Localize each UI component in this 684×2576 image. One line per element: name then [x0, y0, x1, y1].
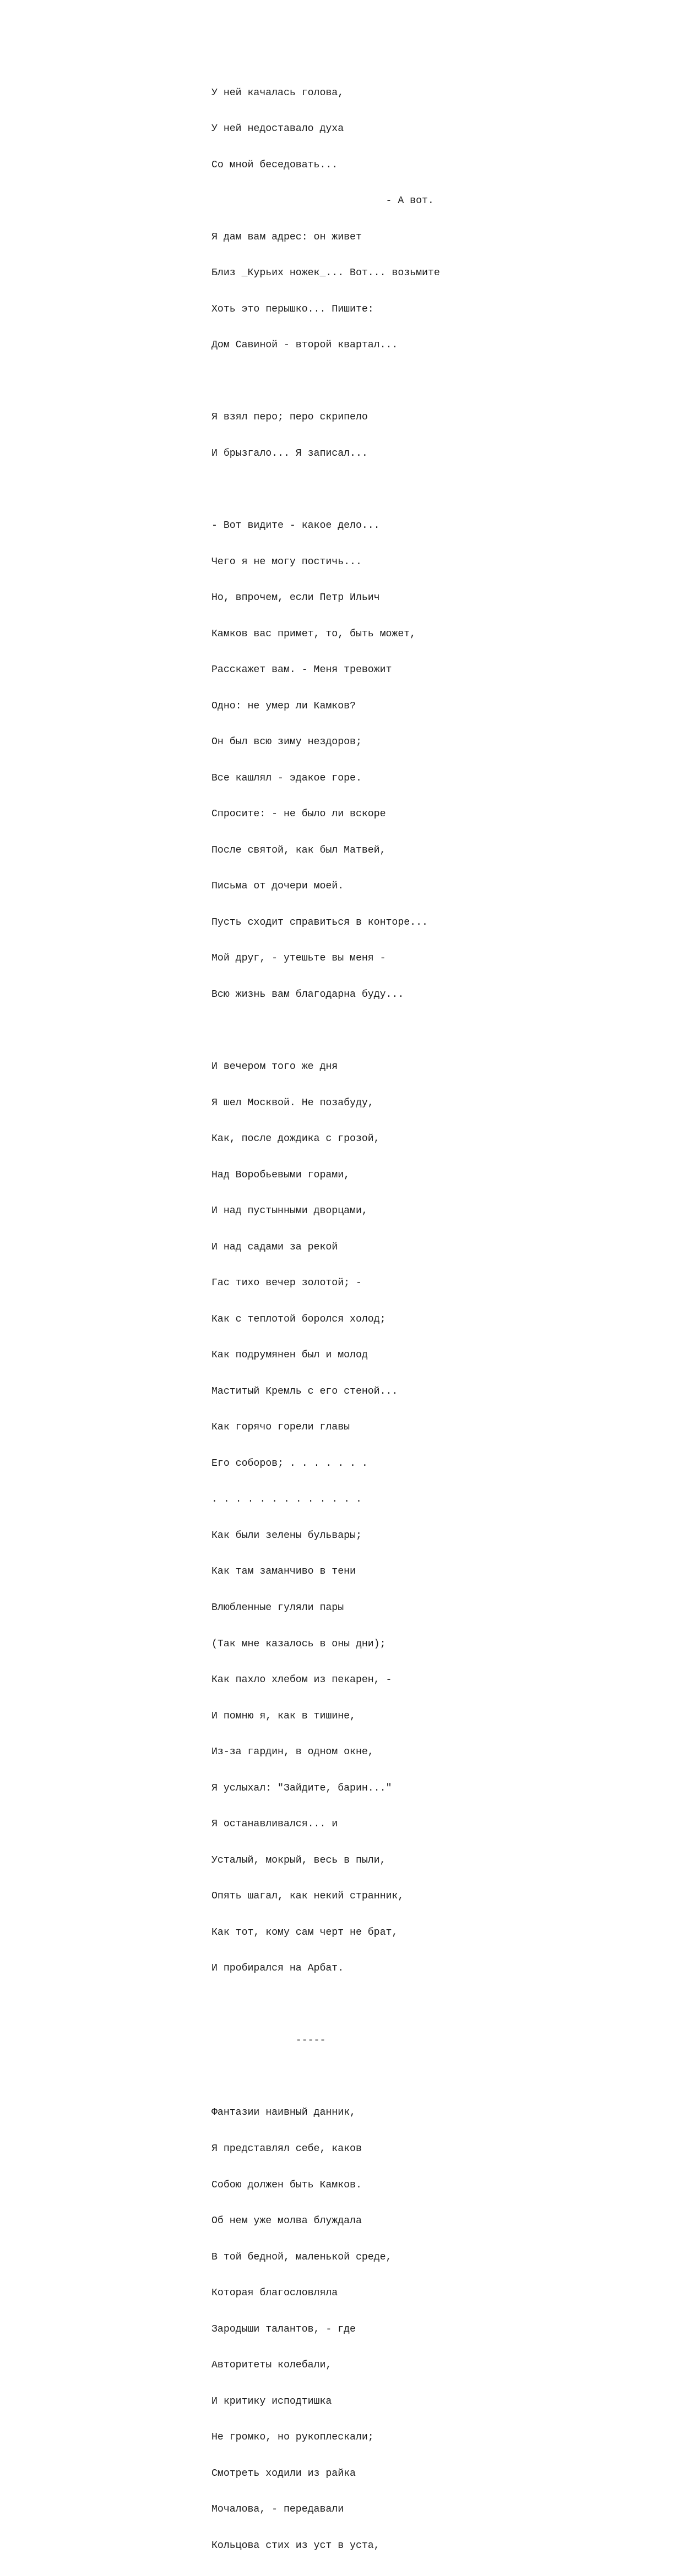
- text-line: Камков вас примет, то, быть может,: [211, 628, 416, 640]
- text-line: Маститый Кремль с его стеной...: [211, 1385, 398, 1397]
- text-line: Близ _Курьих ножек_... Вот... возьмите: [211, 268, 440, 279]
- poem-text: [211, 63, 663, 2576]
- section-divider: -----: [211, 2035, 326, 2046]
- text-line: И критику исподтишка: [211, 2395, 332, 2407]
- text-line: И над садами за рекой: [211, 1241, 338, 1253]
- text-line: Мочалова, - передавали: [211, 2504, 344, 2515]
- blank-line: [211, 376, 663, 388]
- text-line: Над Воробьевыми горами,: [211, 1169, 350, 1181]
- text-line: Я шел Москвой. Не позабуду,: [211, 1097, 374, 1109]
- text-line: Но, впрочем, если Петр Ильич: [211, 592, 380, 604]
- text-line: Собою должен быть Камков.: [211, 2179, 362, 2191]
- text-line: Которая благословляла: [211, 2288, 338, 2299]
- text-line: Не громко, но рукоплескали;: [211, 2432, 374, 2443]
- text-line: У ней недоставало духа: [211, 123, 344, 135]
- text-line: Как там заманчиво в тени: [211, 1566, 356, 1578]
- text-line: Как с теплотой боролся холод;: [211, 1313, 386, 1325]
- text-line: И брызгало... Я записал...: [211, 448, 368, 459]
- text-line: Я дам вам адрес: он живет: [211, 231, 362, 243]
- text-line: Как тот, кому сам черт не брат,: [211, 1926, 398, 1938]
- text-line: Чего я не могу постичь...: [211, 556, 362, 567]
- text-line: Письма от дочери моей.: [211, 881, 344, 892]
- text-line: После святой, как был Матвей,: [211, 844, 386, 856]
- text-line: Об нем уже молва блуждала: [211, 2215, 362, 2227]
- text-line: Как подрумянен был и молод: [211, 1350, 368, 1361]
- text-line: Хоть это перышко... Пишите:: [211, 303, 374, 315]
- text-line: (Так мне казалось в оны дни);: [211, 1638, 386, 1650]
- text-line: Одно: не умер ли Камков?: [211, 700, 356, 712]
- text-line: Со мной беседовать...: [211, 159, 338, 171]
- text-line: Как, после дождика с грозой,: [211, 1133, 380, 1145]
- text-line: . . . . . . . . . . . . .: [211, 1494, 362, 1505]
- text-line: В той бедной, маленькой среде,: [211, 2251, 392, 2263]
- text-line: Усталый, мокрый, весь в пыли,: [211, 1854, 386, 1866]
- blank-line: [211, 1025, 663, 1038]
- blank-line: [211, 2071, 663, 2083]
- text-line: Я останавливался... и: [211, 1819, 338, 1830]
- text-line: И пробирался на Арбат.: [211, 1963, 344, 1974]
- blank-line: [211, 1999, 663, 2011]
- text-line: Я взял перо; перо скрипело: [211, 412, 368, 423]
- text-line: Расскажет вам. - Меня тревожит: [211, 664, 392, 676]
- text-line: Фантазии наивный данник,: [211, 2107, 356, 2119]
- text-line: Он был всю зиму нездоров;: [211, 736, 362, 748]
- text-line: Я услыхал: "Зайдите, барин...": [211, 1782, 392, 1794]
- text-line: Авторитеты колебали,: [211, 2360, 332, 2371]
- text-line: И вечером того же дня: [211, 1061, 338, 1073]
- text-line: И помню я, как в тишине,: [211, 1710, 356, 1722]
- text-line: - Вот видите - какое дело...: [211, 520, 380, 532]
- text-line: Всю жизнь вам благодарна буду...: [211, 989, 404, 1000]
- text-line: Из-за гардин, в одном окне,: [211, 1747, 374, 1758]
- text-line: Зародыши талантов, - где: [211, 2323, 356, 2335]
- text-line: Как были зелены бульвары;: [211, 1530, 362, 1541]
- text-line: Все кашлял - эдакое горе.: [211, 772, 362, 784]
- text-line: Опять шагал, как некий странник,: [211, 1891, 404, 1902]
- text-line: Я представлял себе, каков: [211, 2143, 362, 2154]
- text-line: Смотреть ходили из райка: [211, 2468, 356, 2479]
- text-line: Спросите: - не было ли вскоре: [211, 809, 386, 820]
- text-line: Мой друг, - утешьте вы меня -: [211, 953, 386, 964]
- text-line: Как пахло хлебом из пекарен, -: [211, 1674, 392, 1686]
- text-line: Его соборов; . . . . . . .: [211, 1458, 368, 1469]
- text-line: Влюбленные гуляли пары: [211, 1602, 344, 1613]
- text-line: Дом Савиной - второй квартал...: [211, 340, 398, 351]
- text-line: Гас тихо вечер золотой; -: [211, 1278, 362, 1289]
- text-line: И над пустынными дворцами,: [211, 1205, 368, 1217]
- text-line: Пусть сходит справиться в конторе...: [211, 916, 428, 928]
- text-line: Кольцова стих из уст в уста,: [211, 2540, 380, 2551]
- text-line: - А вот.: [211, 195, 434, 207]
- text-line: У ней качалась голова,: [211, 87, 344, 99]
- text-line: Как горячо горели главы: [211, 1422, 350, 1433]
- blank-line: [211, 484, 663, 496]
